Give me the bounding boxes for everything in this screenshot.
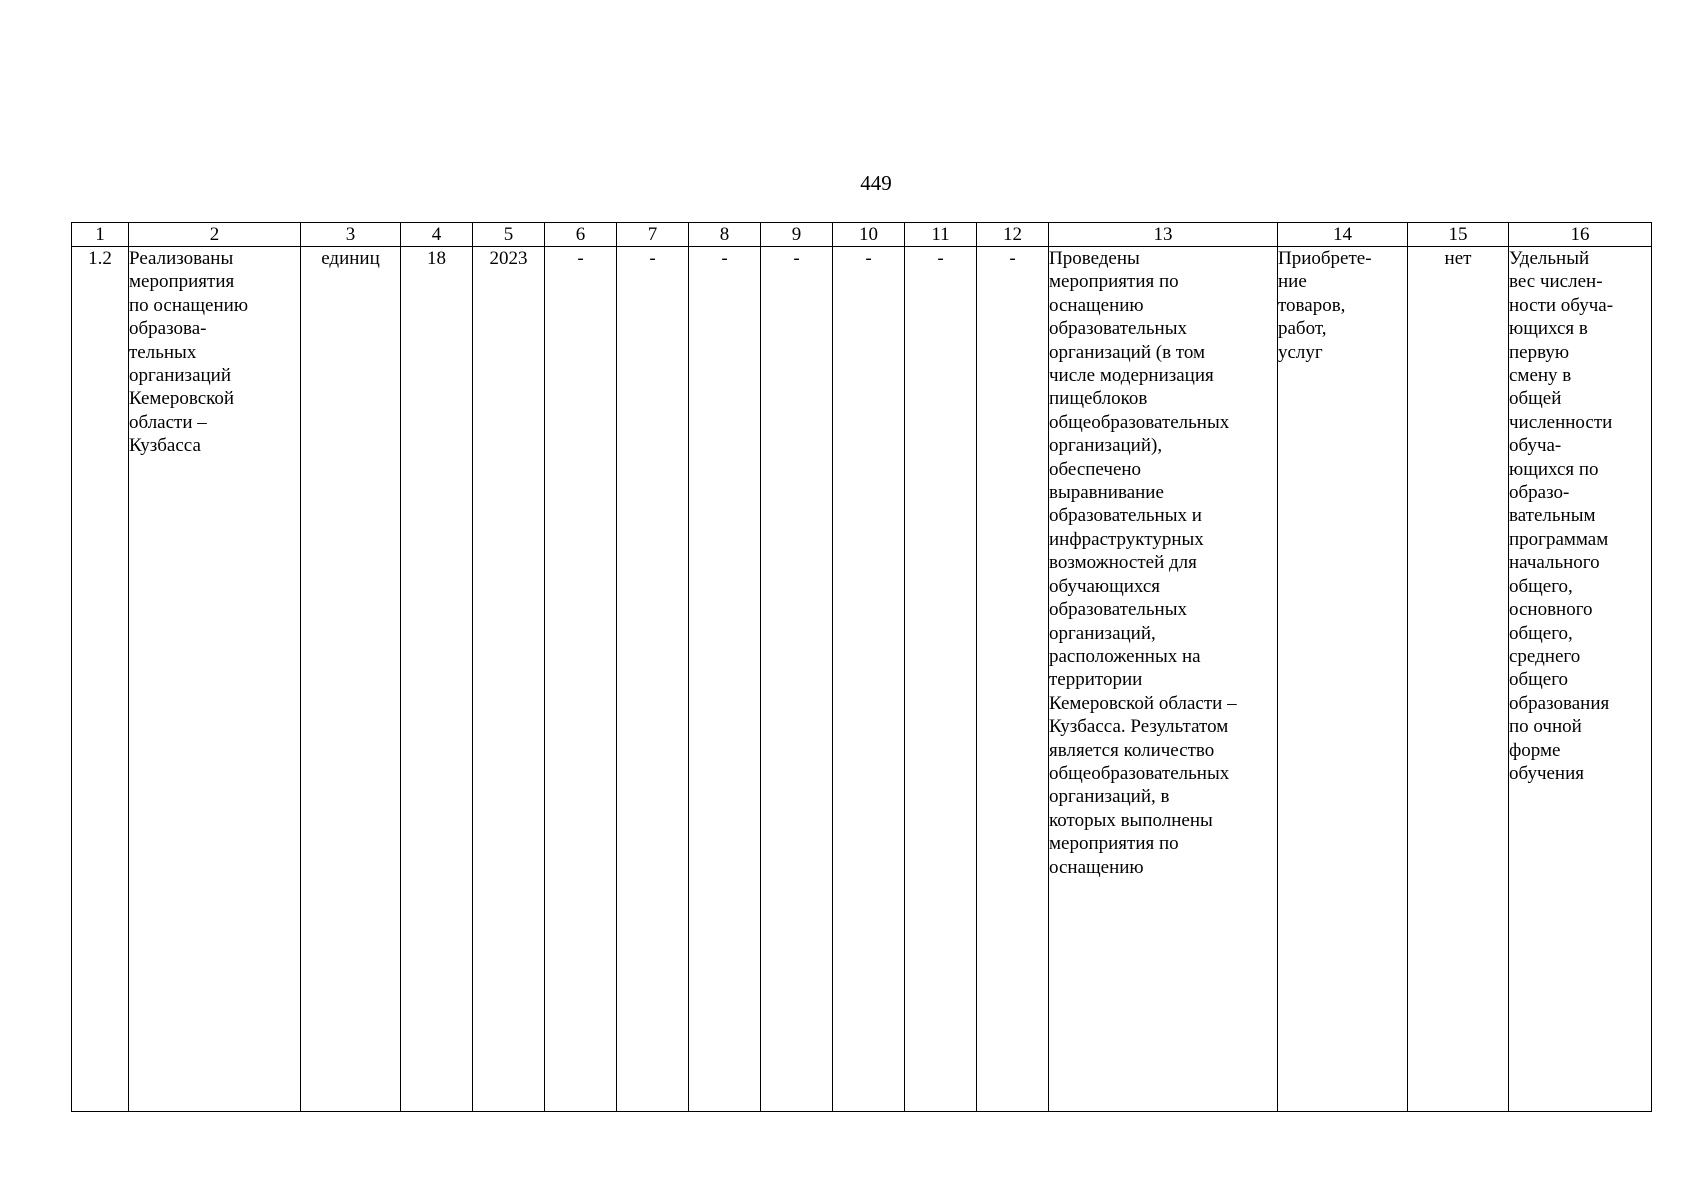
type-text: Приобрете- ние товаров, работ, услуг (1278, 248, 1372, 363)
column-header: 1 (72, 223, 129, 247)
column-header: 7 (617, 223, 689, 247)
indicator-text: Удельный вес числен- ности обуча- ющихся в первую смену в общей численности обуча- ющихся по образо- вательным программам начального общего, основного общего, среднего общего образования по очной форме обучения (1509, 248, 1614, 784)
column-header: 16 (1509, 223, 1652, 247)
row-number-cell: 1.2 (72, 247, 129, 1112)
column-header: 12 (977, 223, 1049, 247)
header-row (72, 223, 1652, 247)
column-header: 3 (301, 223, 401, 247)
column-header: 15 (1408, 223, 1509, 247)
flag-cell: нет (1408, 247, 1509, 1112)
type-cell (1278, 247, 1408, 1112)
column-11-cell: - (905, 247, 977, 1112)
year-cell: 2023 (473, 247, 545, 1112)
unit-cell: единиц (301, 247, 401, 1112)
column-header: 5 (473, 223, 545, 247)
column-header: 4 (401, 223, 473, 247)
column-header: 11 (905, 223, 977, 247)
result-name-cell (129, 247, 301, 1112)
column-header: 14 (1278, 223, 1408, 247)
column-header: 2 (129, 223, 301, 247)
column-header: 9 (761, 223, 833, 247)
description-text: Проведены мероприятия по оснащению образовательных организаций (в том числе модернизация пищеблоков общеобразовательных организаций), обеспечено выравнивание образовательных и инфраструктурных возможностей для обучающихся образовательных организаций, расположенных на территории Кемеровской области – Кузбасса. Результатом является количество общеобразовательных организаций, в которых выполнены мероприятия по оснащению (1049, 248, 1237, 878)
column-header: 13 (1049, 223, 1278, 247)
indicator-cell (1509, 247, 1652, 1112)
table-row (72, 247, 1652, 1112)
column-9-cell: - (761, 247, 833, 1112)
column-7-cell: - (617, 247, 689, 1112)
column-12-cell: - (977, 247, 1049, 1112)
value-cell: 18 (401, 247, 473, 1112)
page-number: 449 (860, 171, 892, 195)
description-cell (1049, 247, 1278, 1112)
column-8-cell: - (689, 247, 761, 1112)
column-header: 10 (833, 223, 905, 247)
column-header: 8 (689, 223, 761, 247)
column-10-cell: - (833, 247, 905, 1112)
column-6-cell: - (545, 247, 617, 1112)
data-table (71, 222, 1652, 1112)
result-name-text: Реализованы мероприятия по оснащению образова- тельных организаций Кемеровской области – Кузбасса (129, 248, 249, 457)
column-header: 6 (545, 223, 617, 247)
